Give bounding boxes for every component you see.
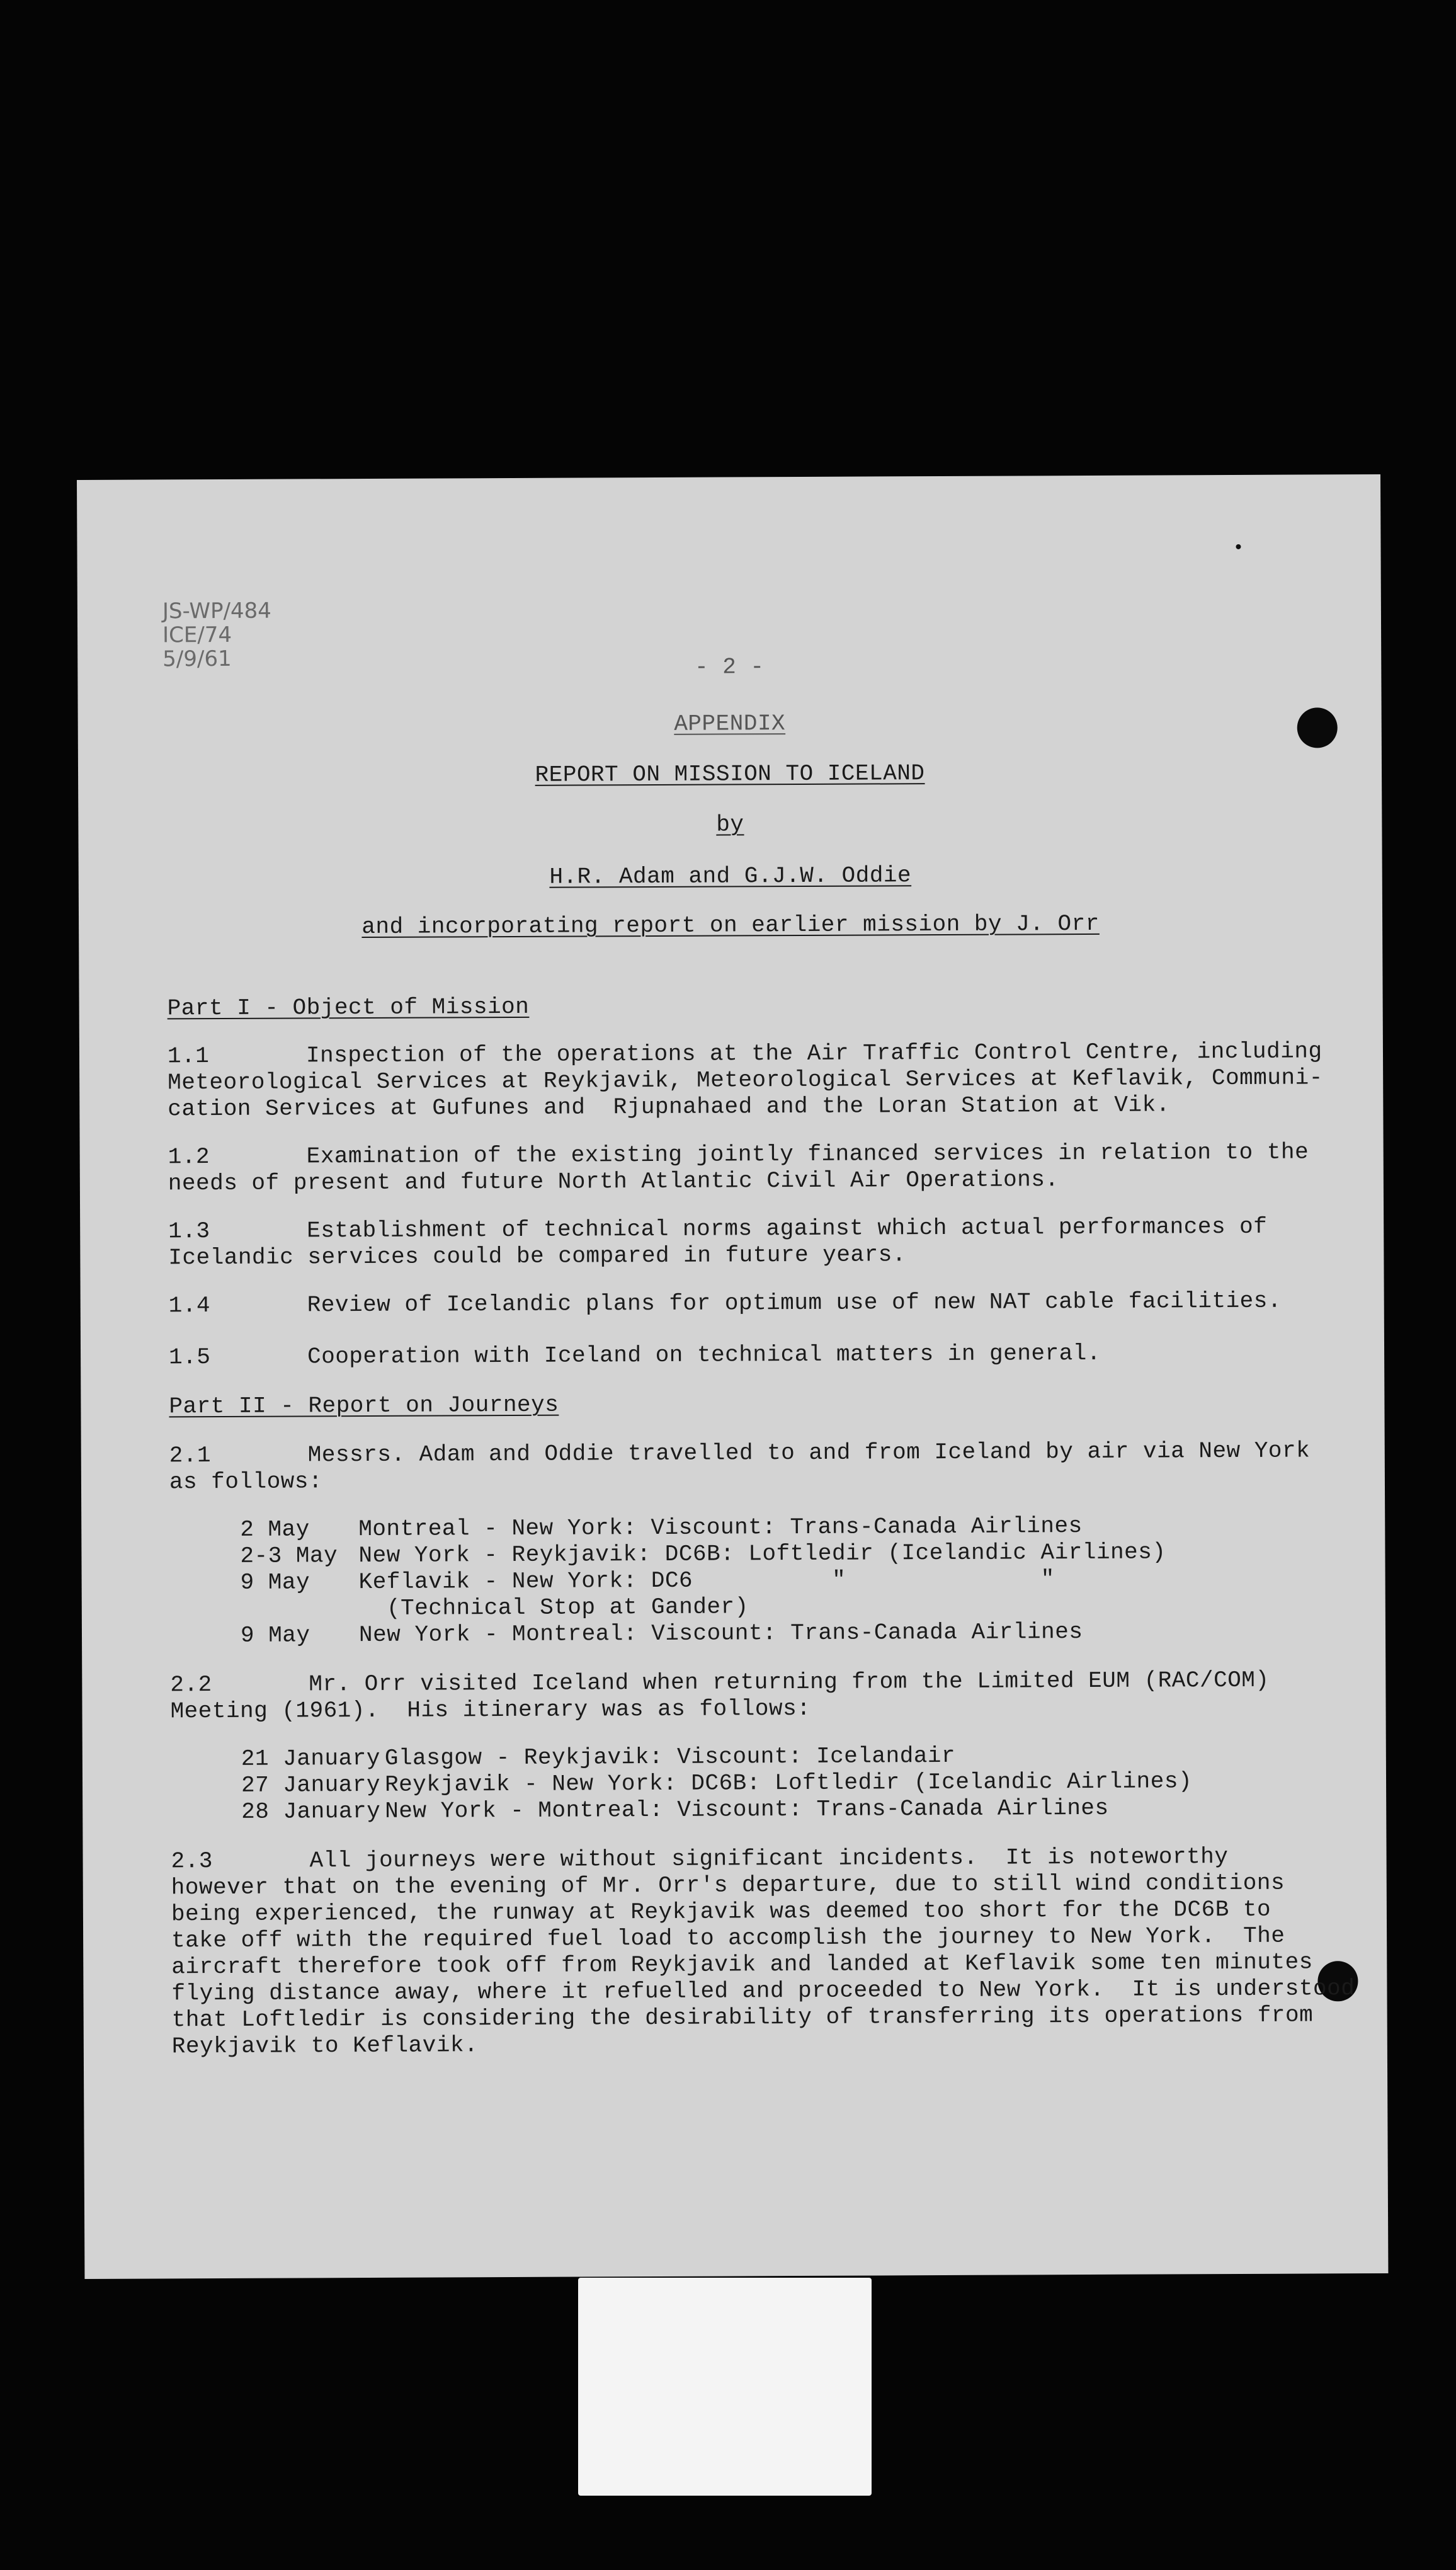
item-1-4-number: 1.4: [168, 1293, 211, 1319]
item-2-3-line-3: being experienced, the runway at Reykjavik was deemed too short for the DC6B to: [171, 1896, 1271, 1928]
item-2-3-line-4: take off with the required fuel load to accomplish the journey to New York. The: [171, 1922, 1285, 1954]
item-1-2-number: 1.2: [168, 1144, 210, 1170]
part1-heading: Part I - Object of Mission: [167, 993, 530, 1022]
itinerary1-date-1: 2 May: [240, 1516, 310, 1543]
item-1-5-number: 1.5: [168, 1344, 211, 1371]
itinerary1-date-2: 2-3 May: [240, 1543, 338, 1569]
item-1-3-number: 1.3: [168, 1218, 210, 1245]
item-2-2-number: 2.2: [170, 1672, 212, 1698]
item-1-5-line-1: Cooperation with Iceland on technical matters in general.: [307, 1340, 1101, 1370]
speck: [1236, 544, 1241, 549]
item-2-3-line-1: All journeys were without significant incidents. It is noteworthy: [309, 1844, 1229, 1874]
reference-line-2: ICE/74: [162, 622, 232, 648]
item-2-3-line-2: however that on the evening of Mr. Orr's departure, due to still wind conditions: [171, 1870, 1285, 1901]
subtitle: and incorporating report on earlier mission by J. Orr: [361, 910, 1100, 940]
itinerary1-route-1: Montreal - New York: Viscount: Trans-Canada Airlines: [358, 1513, 1083, 1543]
item-1-1-number: 1.1: [167, 1043, 210, 1070]
item-2-3-number: 2.3: [171, 1848, 213, 1875]
reference-line-3: 5/9/61: [162, 646, 232, 672]
item-2-3-line-8: Reykjavik to Keflavik.: [171, 2032, 479, 2060]
item-2-3-line-7: that Loftledir is considering the desirability of transferring its operations from: [171, 2002, 1314, 2033]
appendix-heading: APPENDIX: [674, 711, 786, 737]
itinerary2-route-1: Glasgow - Reykjavik: Viscount: Icelandair: [384, 1742, 956, 1771]
itinerary1-route-4: (Technical Stop at Gander): [358, 1594, 749, 1622]
item-1-4-line-1: Review of Icelandic plans for optimum use of new NAT cable facilities.: [307, 1288, 1282, 1318]
item-1-3-line-2: Icelandic services could be compared in future years.: [168, 1242, 906, 1271]
item-1-3-line-1: Establishment of technical norms against which actual performances of: [307, 1213, 1268, 1244]
itinerary1-date-5: 9 May: [240, 1622, 310, 1648]
itinerary2-date-1: 21 January: [241, 1745, 380, 1772]
itinerary2-route-3: New York - Montreal: Viscount: Trans-Canada Airlines: [385, 1795, 1109, 1824]
item-2-2-line-2: Meeting (1961). His itinerary was as follows:: [170, 1695, 811, 1725]
item-2-1-line-2: as follows:: [169, 1468, 323, 1495]
part2-heading: Part II - Report on Journeys: [169, 1391, 559, 1420]
document-page: [77, 474, 1388, 2279]
by-line: by: [716, 811, 744, 838]
item-2-3-line-5: aircraft therefore took off from Reykjavik and landed at Keflavik some ten minutes: [171, 1949, 1313, 1980]
itinerary2-date-3: 28 January: [241, 1798, 381, 1825]
itinerary2-date-2: 27 January: [241, 1771, 381, 1798]
itinerary1-date-3: 9 May: [240, 1569, 310, 1596]
authors: H.R. Adam and G.J.W. Oddie: [549, 862, 912, 890]
itinerary1-route-5: New York - Montreal: Viscount: Trans-Canada Airlines: [358, 1619, 1083, 1648]
item-2-1-line-1: Messrs. Adam and Oddie travelled to and from Iceland by air via New York: [307, 1437, 1311, 1468]
itinerary1-route-2: New York - Reykjavik: DC6B: Loftledir (Icelandic Airlines): [358, 1539, 1166, 1569]
item-2-2-line-1: Mr. Orr visited Iceland when returning from the Limited EUM (RAC/COM): [309, 1667, 1270, 1698]
item-1-1-line-1: Inspection of the operations at the Air Traffic Control Centre, including: [305, 1038, 1322, 1069]
item-1-2-line-2: needs of present and future North Atlantic Civil Air Operations.: [168, 1167, 1059, 1197]
white-label-card: [578, 2278, 872, 2496]
item-2-3-line-6: flying distance away, where it refuelled and proceeded to New York. It is understood: [171, 1975, 1355, 2007]
itinerary2-route-2: Reykjavik - New York: DC6B: Loftledir (Icelandic Airlines): [384, 1768, 1193, 1798]
item-1-1-line-2: Meteorological Services at Reykjavik, Meteorological Services at Keflavik, Communi-: [168, 1065, 1323, 1096]
itinerary1-route-3: Keflavik - New York: DC6 " ": [358, 1566, 1055, 1596]
reference-line-1: JS-WP/484: [162, 598, 271, 624]
report-title: REPORT ON MISSION TO ICELAND: [535, 760, 925, 788]
item-2-1-number: 2.1: [169, 1442, 212, 1469]
item-1-2-line-1: Examination of the existing jointly financed services in relation to the: [306, 1139, 1309, 1170]
item-1-1-line-3: cation Services at Gufunes and Rjupnahaed and the Loran Station at Vik.: [168, 1092, 1170, 1122]
page-number: - 2 -: [694, 654, 765, 680]
